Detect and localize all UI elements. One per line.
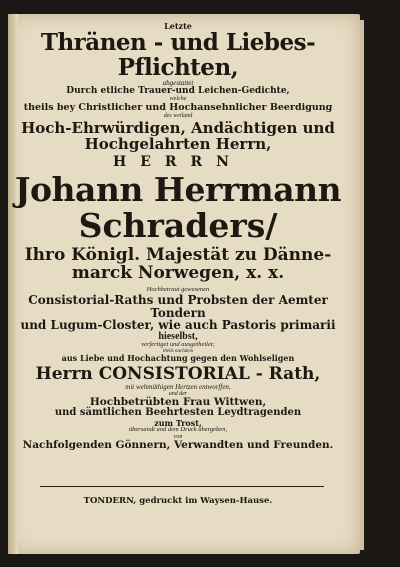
line-durch: Durch etliche Trauer-und Leichen-Gedichte, bbox=[66, 86, 290, 97]
line-verfertiget: verfertiget und ausgetheilet; bbox=[141, 341, 215, 349]
line-theils: theils bey Christlicher und Hochansehnlicher Beerdigung bbox=[23, 101, 333, 113]
line-herrn-consistorial: Herrn CONSISTORIAL - Rath, bbox=[35, 363, 321, 384]
line-welche: welche bbox=[169, 96, 187, 103]
line-theils-nachdem: theils nachdem bbox=[162, 349, 194, 355]
imprint: TONDERN, gedruckt im Waysen-Hause. bbox=[83, 496, 273, 506]
line-marck-norwegen: marck Norwegen, x. x. bbox=[71, 263, 285, 284]
line-uebersandt: übersandt und dem Druck übergeben, bbox=[128, 426, 228, 434]
page-edge bbox=[360, 20, 364, 550]
line-des-weiland: des weiland bbox=[163, 112, 193, 119]
imprint-rule bbox=[40, 486, 324, 487]
line-herrn: HERRN bbox=[113, 153, 243, 170]
line-saemtlichen: und sämtlichen Beehrtesten Leydtragenden bbox=[54, 407, 302, 419]
line-von: von bbox=[173, 433, 183, 440]
line-hoch-ehrwuerdigen: Hoch-Ehrwürdigen, Andächtigen und bbox=[21, 119, 335, 138]
title-text-block bbox=[14, 12, 342, 451]
line-wehmuethigen: mit wehmüthigen Hertzen entworffen, bbox=[125, 382, 231, 391]
line-gewesenen: Hochbetraut gewesenen bbox=[146, 286, 210, 294]
line-letzte: Letzte bbox=[164, 21, 192, 31]
main-title: Thränen - und Liebes-Pflichten, bbox=[40, 29, 316, 81]
line-ihro-koenigl: Ihro Königl. Majestät zu Dänne- bbox=[24, 245, 332, 266]
line-abgestattet: abgestattet bbox=[162, 78, 194, 87]
line-hieselbst: hieselbst, bbox=[158, 330, 198, 342]
line-nachfolgenden: Nachfolgenden Gönnern, Verwandten und Freunden. bbox=[22, 439, 334, 452]
line-consistorial-raths: Consistorial-Raths und Probsten der Aemter Tondern bbox=[28, 292, 328, 320]
line-aus-liebe: aus Liebe und Hochachtung gegen den Wohlseligen bbox=[61, 353, 295, 364]
name-first: Johann Herrmann bbox=[14, 170, 342, 210]
line-frau-wittwen: Hochbetrübten Frau Wittwen, bbox=[89, 396, 267, 409]
line-und-der: und der bbox=[168, 390, 188, 397]
name-last: Schraders/ bbox=[78, 205, 278, 245]
line-zum-trost: zum Trost, bbox=[154, 417, 202, 428]
line-lugum-closter: und Lugum-Closter, wie auch Pastoris primarii bbox=[20, 318, 336, 333]
line-hochgelahrten: Hochgelahrten Herrn, bbox=[84, 134, 272, 153]
